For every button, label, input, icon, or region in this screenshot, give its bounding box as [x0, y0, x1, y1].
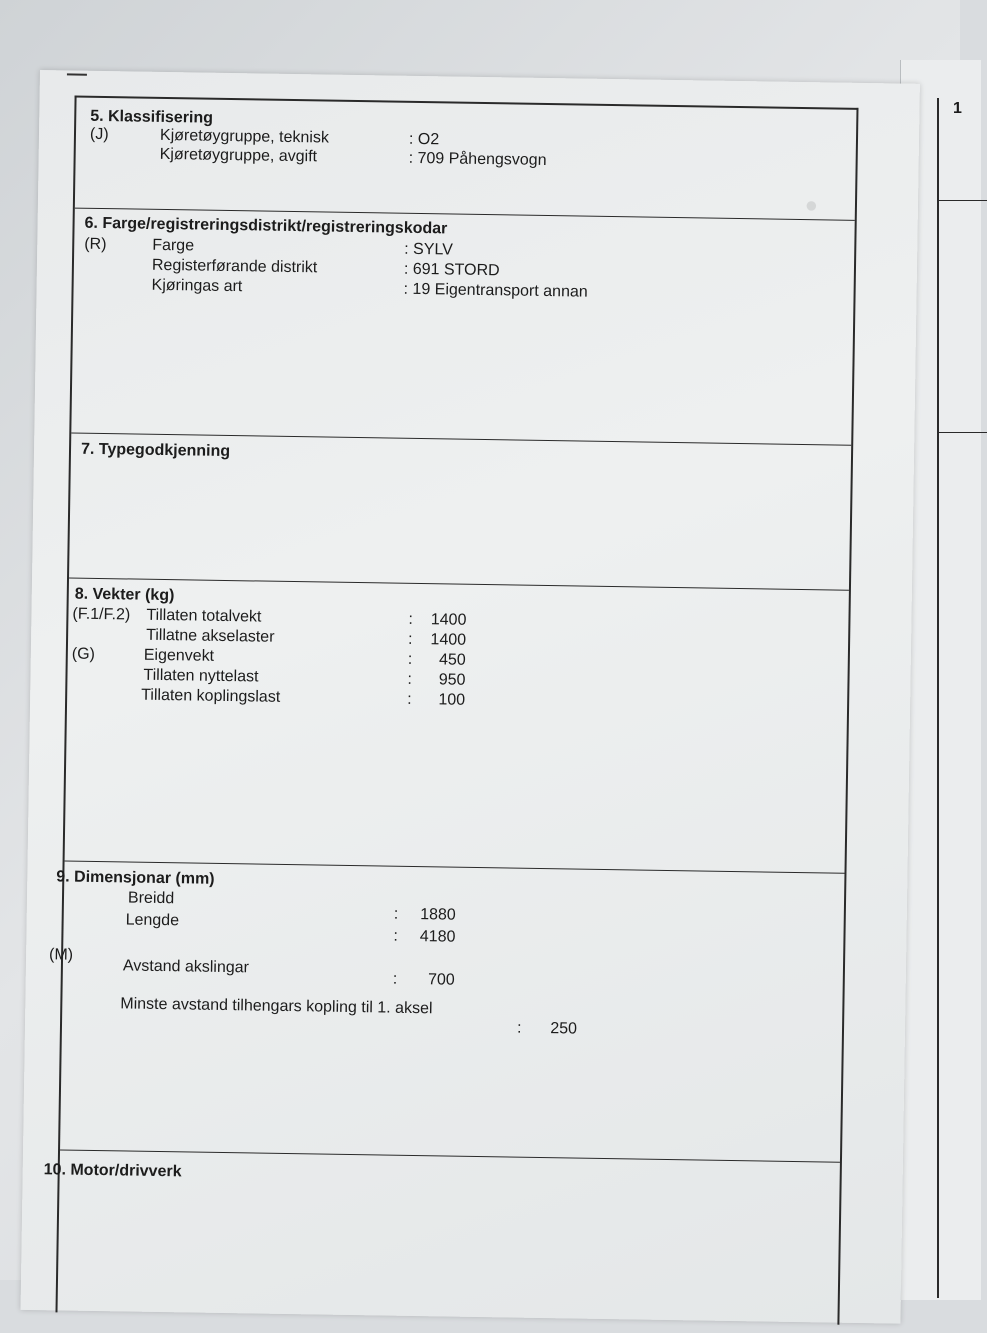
field-label: Minste avstand tilhengars kopling til 1. aksel [120, 995, 433, 1018]
field-value: : 709 Påhengsvogn [408, 149, 547, 169]
field-value: : 19 Eigentransport annan [403, 280, 588, 301]
field-label: Tillaten nyttelast [143, 666, 259, 686]
field-label: Breidd [127, 889, 175, 908]
field-separator: : [407, 630, 413, 648]
section-typegodkjenning [69, 433, 851, 591]
section-title: 9. Dimensjonar (mm) [56, 868, 215, 888]
field-value: : 691 STORD [403, 260, 500, 280]
registration-document-page [21, 70, 920, 1324]
field-value: : O2 [408, 130, 440, 149]
field-separator: : [392, 970, 398, 988]
section-klassifisering [75, 98, 857, 221]
next-page-frame-line [937, 98, 939, 1298]
form-frame [43, 96, 858, 1325]
field-separator: : [407, 690, 412, 708]
section-code: (G) [71, 645, 96, 663]
field-value: 4180 [419, 928, 456, 946]
field-label: Tillaten koplingslast [141, 686, 281, 706]
field-value: 950 [438, 671, 466, 689]
show-through-reverse-print: ● [804, 192, 819, 218]
field-value: 250 [550, 1020, 578, 1038]
section-title: 6. Farge/registreringsdistrikt/registreringskodar [84, 214, 448, 238]
field-separator: : [516, 1019, 522, 1037]
next-page-section-number: 1 [953, 100, 962, 117]
next-page-rule [937, 200, 987, 201]
field-separator: : [393, 905, 399, 923]
field-separator: : [408, 610, 414, 628]
field-label: Registerførande distrikt [151, 256, 318, 277]
section-title: 8. Vekter (kg) [74, 585, 175, 605]
field-label: Tillaten totalvekt [146, 606, 262, 626]
field-label: Kjøretøygruppe, avgift [159, 145, 318, 166]
field-separator: : [407, 650, 413, 668]
field-label: Tillatne akselaster [146, 626, 275, 646]
field-label: Lengde [125, 911, 180, 930]
section-dimensjonar [48, 860, 844, 1162]
next-page-rule [937, 432, 987, 433]
field-value: 450 [438, 651, 466, 669]
section-vekter [65, 578, 849, 874]
section-title: 10. Motor/drivverk [43, 1161, 182, 1181]
field-separator: : [393, 927, 399, 945]
field-value: 1880 [420, 906, 456, 924]
field-value: 1400 [430, 631, 467, 649]
field-separator: : [407, 670, 413, 688]
section-code: (R) [84, 235, 107, 254]
field-value: 700 [427, 971, 455, 989]
field-label: Farge [152, 236, 195, 255]
section-title: 7. Typegodkjenning [80, 440, 231, 461]
page-top-mark [67, 73, 87, 75]
section-farge-registrering [71, 208, 854, 446]
field-value: 100 [438, 691, 466, 709]
field-label: Avstand akslingar [122, 957, 250, 977]
field-value: : SYLV [404, 240, 453, 259]
section-title: 5. Klassifisering [90, 107, 214, 127]
field-label: Kjøringas art [151, 276, 243, 296]
field-label: Kjøretøygruppe, teknisk [159, 126, 330, 147]
section-motor-drivverk [43, 1149, 840, 1331]
section-code: (F.1/F.2) [72, 605, 131, 624]
section-code: (J) [89, 125, 109, 144]
section-code: (M) [48, 946, 74, 964]
field-label: Eigenvekt [143, 646, 215, 665]
field-value: 1400 [430, 611, 467, 629]
